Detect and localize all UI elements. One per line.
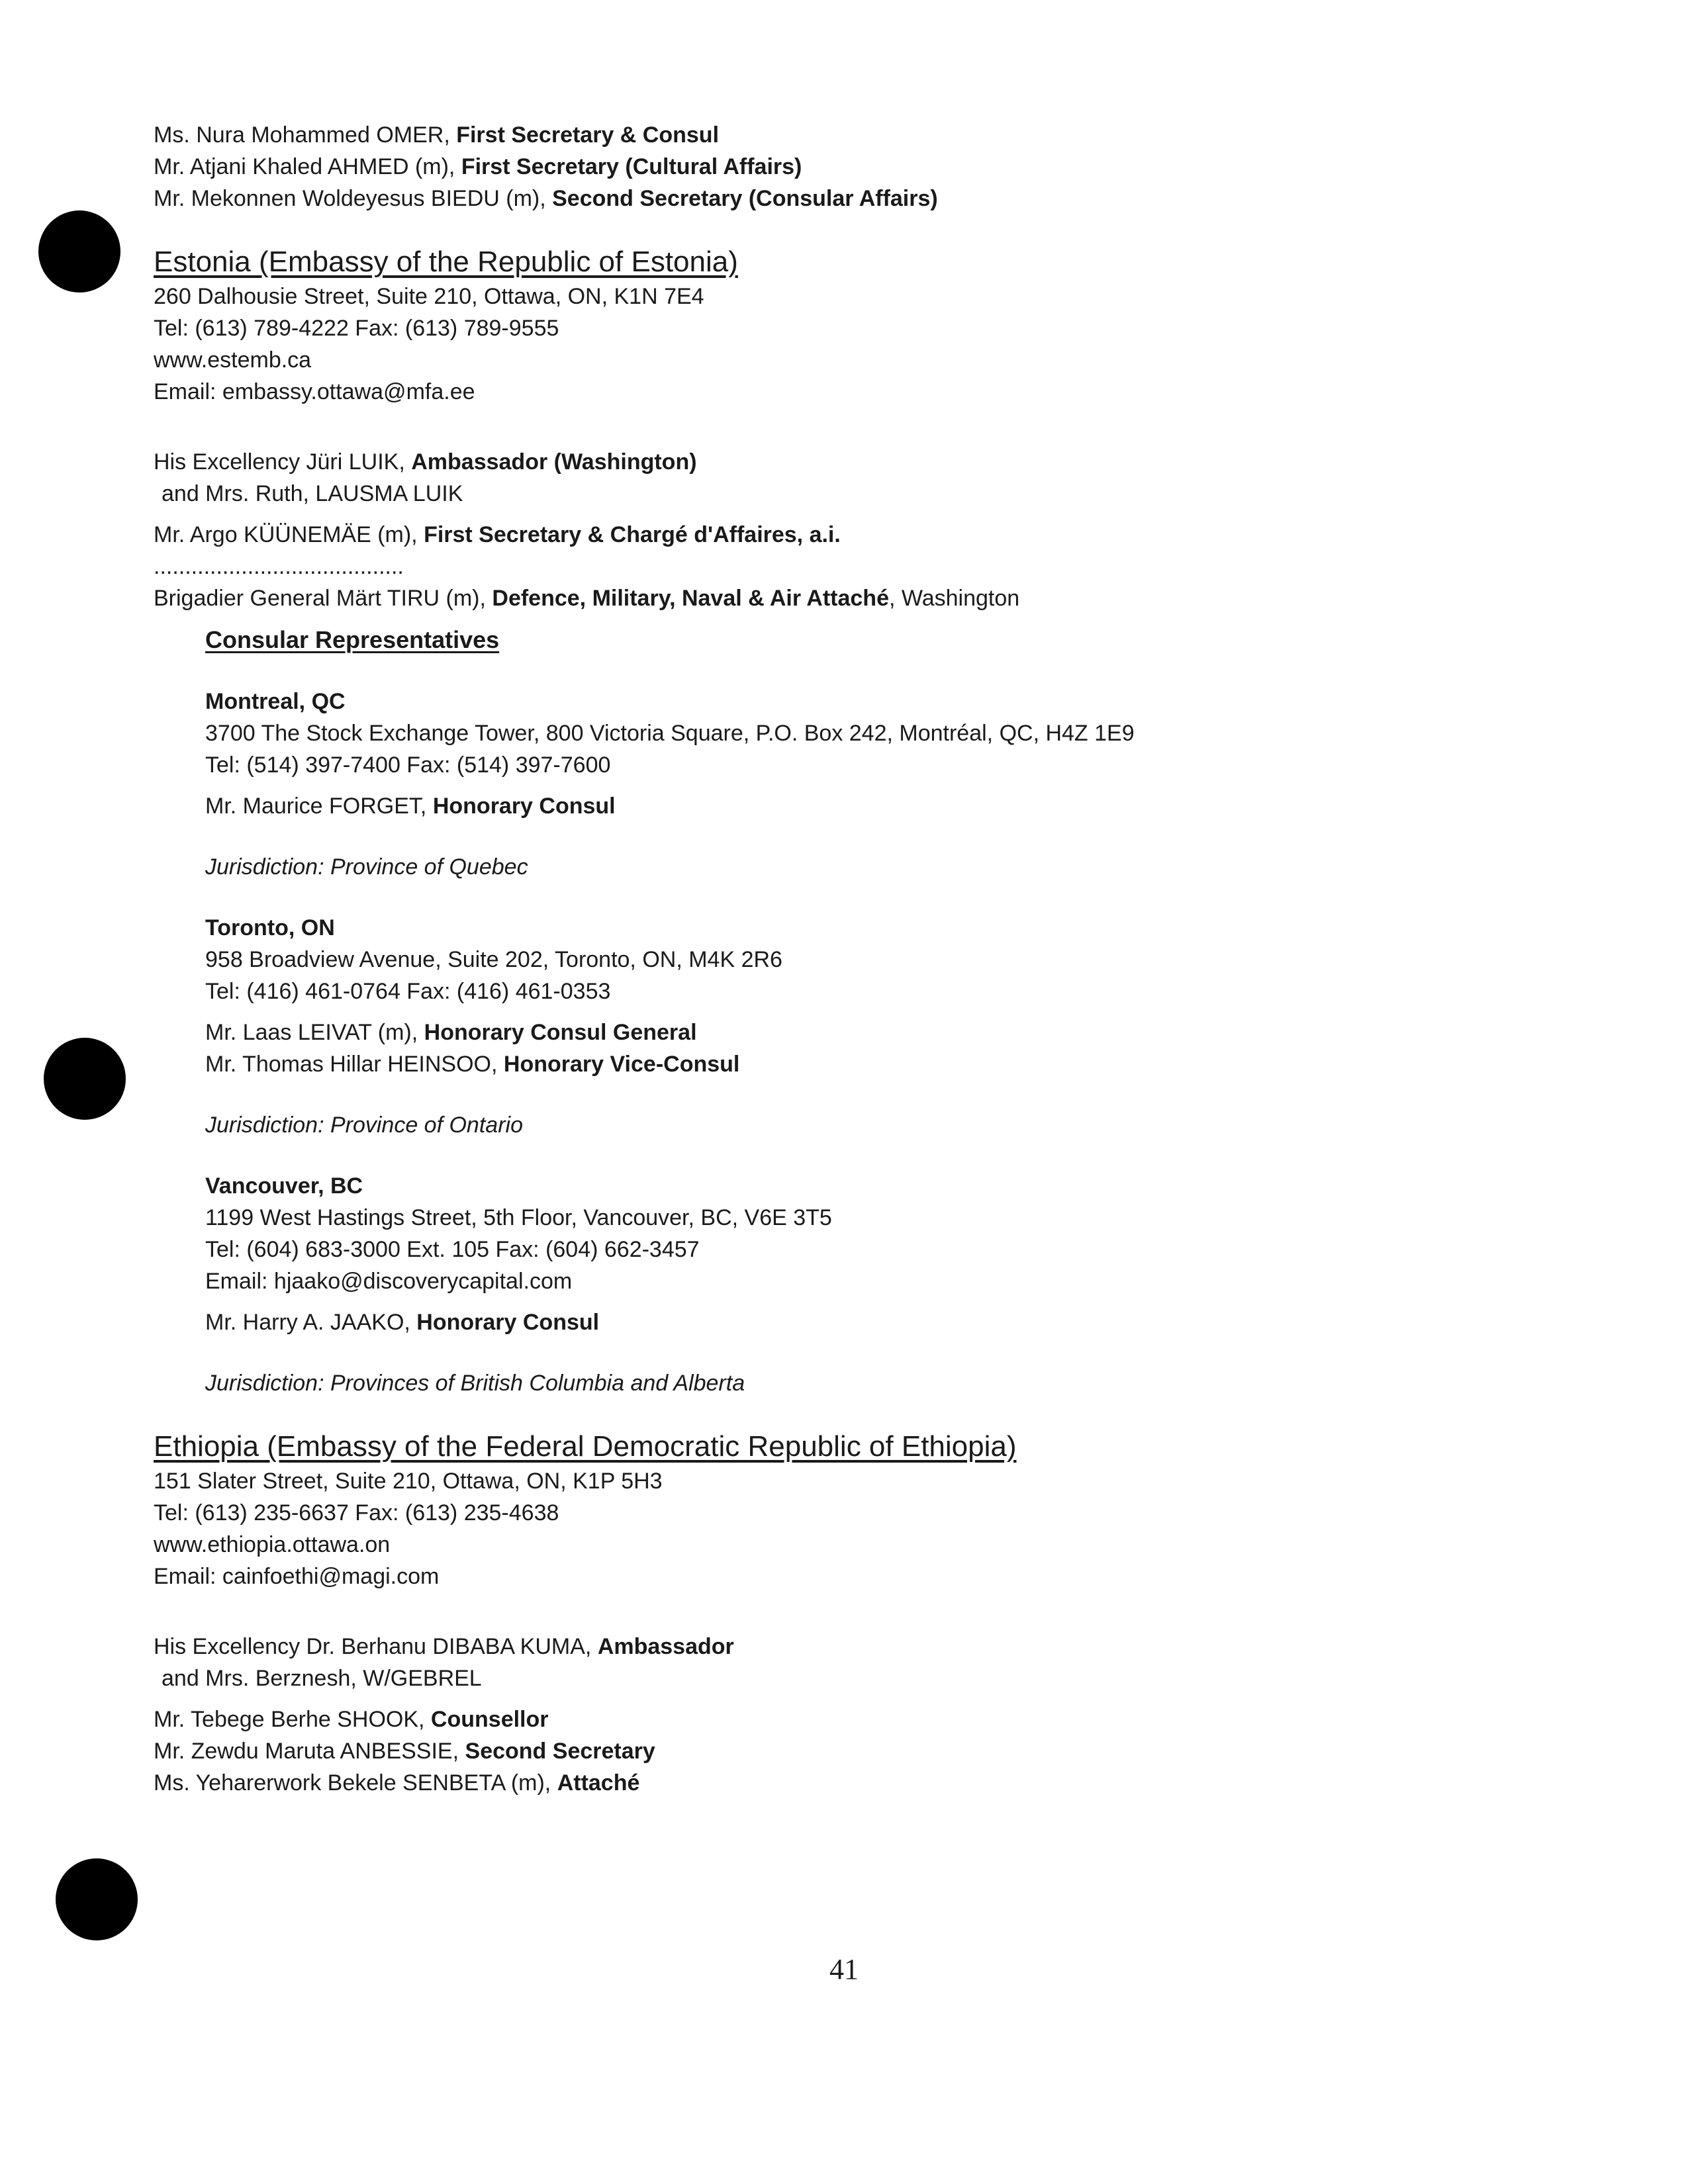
ethiopia-email: Email: cainfoethi@magi.com [154,1564,440,1589]
ethiopia-ambassador-spouse: and Mrs. Berznesh, W/GEBREL [162,1666,482,1691]
staff-line: Mr. Zewdu Maruta ANBESSIE, Second Secretary [154,1739,655,1764]
staff-line: Mr. Tebege Berhe SHOOK, Counsellor [154,1707,549,1732]
consul-line: Mr. Thomas Hillar HEINSOO, Honorary Vice-Consul [205,1052,740,1077]
estonia-email: Email: embassy.ottawa@mfa.ee [154,379,475,404]
punch-hole-middle [44,1038,126,1120]
consulate-tel-fax: Tel: (514) 397-7400 Fax: (514) 397-7600 [205,752,611,778]
consulate-jurisdiction: Jurisdiction: Province of Ontario [205,1113,523,1138]
estonia-address: 260 Dalhousie Street, Suite 210, Ottawa, ON, K1N 7E4 [154,284,704,309]
consul-line: Mr. Harry A. JAAKO, Honorary Consul [205,1310,600,1335]
estonia-heading: Estonia (Embassy of the Republic of Estonia) [154,246,738,278]
ethiopia-website: www.ethiopia.ottawa.on [154,1532,391,1557]
ethiopia-address: 151 Slater Street, Suite 210, Ottawa, ON, K1P 5H3 [154,1469,663,1494]
staff-line: Mr. Mekonnen Woldeyesus BIEDU (m), Second Secretary (Consular Affairs) [154,186,938,211]
consulate-jurisdiction: Jurisdiction: Province of Quebec [205,854,528,880]
page-number: 41 [829,1953,859,1985]
estonia-tel-fax: Tel: (613) 789-4222 Fax: (613) 789-9555 [154,316,559,341]
consulate-city-vancouver: Vancouver, BC [205,1173,363,1199]
consulate-address: 958 Broadview Avenue, Suite 202, Toronto, ON, M4K 2R6 [205,947,782,972]
consulate-jurisdiction: Jurisdiction: Provinces of British Columbia and Alberta [205,1371,745,1396]
document-body [154,119,1544,1799]
consular-representatives-heading: Consular Representatives [205,626,500,653]
punch-hole-top [38,210,120,293]
ethiopia-tel-fax: Tel: (613) 235-6637 Fax: (613) 235-4638 [154,1500,559,1525]
estonia-ambassador-spouse: and Mrs. Ruth, LAUSMA LUIK [162,481,463,506]
staff-line: Ms. Nura Mohammed OMER, First Secretary & Consul [154,122,720,148]
consulate-address: 3700 The Stock Exchange Tower, 800 Victoria Square, P.O. Box 242, Montréal, QC, H4Z 1E9 [205,721,1135,746]
consul-line: Mr. Maurice FORGET, Honorary Consul [205,794,616,819]
consulate-email: Email: hjaako@discoverycapital.com [205,1269,573,1294]
estonia-dotted-separator: ........................................ [154,554,404,579]
staff-line: Ms. Yeharerwork Bekele SENBETA (m), Attaché [154,1770,640,1796]
consulate-address: 1199 West Hastings Street, 5th Floor, Vancouver, BC, V6E 3T5 [205,1205,832,1230]
estonia-attache: Brigadier General Märt TIRU (m), Defence, Military, Naval & Air Attaché, Washington [154,586,1020,611]
consulate-city-toronto: Toronto, ON [205,915,335,940]
consulate-tel-fax: Tel: (604) 683-3000 Ext. 105 Fax: (604) 662-3457 [205,1237,700,1262]
estonia-website: www.estemb.ca [154,347,312,373]
ethiopia-heading: Ethiopia (Embassy of the Federal Democratic Republic of Ethiopia) [154,1430,1017,1463]
estonia-ambassador: His Excellency Jüri LUIK, Ambassador (Washington) [154,449,697,475]
consulate-tel-fax: Tel: (416) 461-0764 Fax: (416) 461-0353 [205,979,611,1004]
consulate-city-montreal: Montreal, QC [205,689,346,714]
ethiopia-ambassador: His Excellency Dr. Berhanu DIBABA KUMA, Ambassador [154,1634,734,1659]
staff-line: Mr. Atjani Khaled AHMED (m), First Secretary (Cultural Affairs) [154,154,802,179]
consul-line: Mr. Laas LEIVAT (m), Honorary Consul General [205,1020,697,1045]
punch-hole-bottom [56,1858,138,1940]
estonia-charge: Mr. Argo KÜÜNEMÄE (m), First Secretary & Chargé d'Affaires, a.i. [154,522,841,547]
